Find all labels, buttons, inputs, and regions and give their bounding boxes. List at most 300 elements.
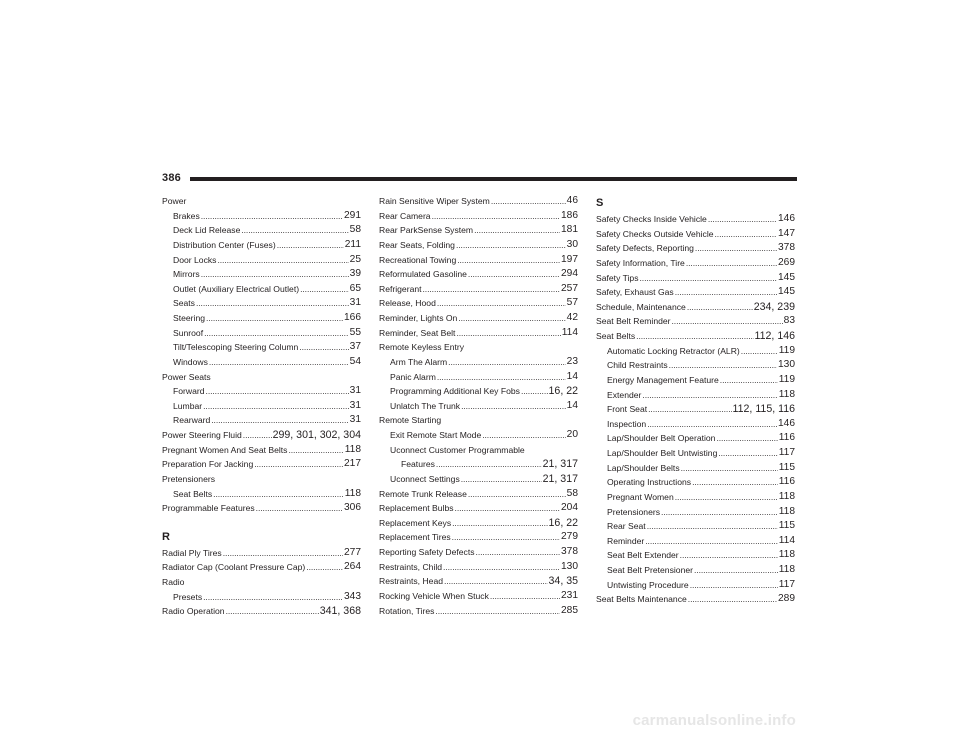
index-entry <box>162 370 361 385</box>
page-reference[interactable]: 234, 239 <box>753 300 795 313</box>
index-subentry <box>379 384 578 399</box>
page-reference[interactable]: 217 <box>344 458 361 470</box>
dot-leader <box>448 355 566 370</box>
index-subentry <box>596 475 795 490</box>
page-reference[interactable]: 118 <box>778 490 795 502</box>
index-entry <box>379 194 578 209</box>
entry-text: Power Seats <box>162 371 211 382</box>
entry-text: Safety Defects, Reporting <box>596 243 694 254</box>
index-subentry <box>162 267 361 282</box>
entry-text: Seat Belt Reminder <box>596 316 671 327</box>
entry-text: Remote Starting <box>379 415 442 426</box>
entry-text: Distribution Center (Fuses) <box>173 239 276 250</box>
dot-leader <box>206 384 349 399</box>
page-reference[interactable]: 211 <box>344 238 361 250</box>
entry-text: Rear Seats, Folding <box>379 239 455 250</box>
entry-text: Replacement Keys <box>379 517 452 528</box>
entry-text: Replacement Tires <box>379 532 451 543</box>
page-reference[interactable]: 58 <box>349 224 361 236</box>
entry-text: Rear ParkSense System <box>379 225 474 236</box>
dot-leader <box>476 545 560 560</box>
page-reference[interactable]: 204 <box>561 502 578 514</box>
entry-text: Reminder, Lights On <box>379 313 458 323</box>
dot-leader <box>423 282 560 297</box>
dot-leader <box>640 271 777 286</box>
dot-leader <box>468 267 560 282</box>
index-entry <box>596 212 795 227</box>
entry-text: Untwisting Procedure <box>607 579 689 590</box>
dot-leader <box>299 340 348 355</box>
dot-leader <box>456 326 560 341</box>
page-reference[interactable]: 181 <box>561 224 578 236</box>
entry-text: Reporting Safety Defects <box>379 547 475 557</box>
index-entry <box>379 574 578 589</box>
page-reference[interactable]: 118 <box>344 443 361 455</box>
index-subentry <box>596 505 795 520</box>
dot-leader <box>642 388 777 403</box>
dot-leader <box>277 238 344 253</box>
page-reference[interactable]: 65 <box>349 282 361 294</box>
page-reference[interactable]: 257 <box>561 282 578 294</box>
entry-text: Arm The Alarm <box>390 356 448 367</box>
page-reference[interactable]: 269 <box>778 256 795 268</box>
index-subentry <box>162 355 361 370</box>
page-reference[interactable]: 55 <box>349 326 361 338</box>
index-subentry <box>596 344 795 359</box>
index-entry <box>162 428 361 443</box>
index-subentry <box>162 413 361 428</box>
page-reference[interactable]: 30 <box>566 238 578 250</box>
entry-text: Safety Checks Inside Vehicle <box>596 214 707 224</box>
index-subentry <box>379 355 578 370</box>
page-reference[interactable]: 31 <box>349 297 361 309</box>
entry-text: Remote Keyless Entry <box>379 342 465 353</box>
dot-leader <box>647 519 778 534</box>
entry-text: Restraints, Head <box>379 576 444 587</box>
dot-leader <box>435 604 560 619</box>
entry-text: Seat Belts Maintenance <box>596 594 687 605</box>
entry-text: Features <box>401 459 435 470</box>
index-subentry <box>162 326 361 341</box>
dot-leader <box>443 560 560 575</box>
section-letter: R <box>162 530 170 543</box>
dot-leader <box>456 238 566 253</box>
index-subentry <box>596 358 795 373</box>
entry-text: Seat Belt Pretensioner <box>607 565 693 575</box>
page-reference[interactable]: 16, 22 <box>548 516 578 529</box>
index-subentry <box>162 340 361 355</box>
entry-text: Uconnect Customer Programmable <box>390 444 525 455</box>
page-reference[interactable]: 294 <box>561 268 578 280</box>
index-entry <box>379 340 578 355</box>
index-entry <box>162 546 361 561</box>
dot-leader <box>211 413 348 428</box>
index-entry <box>379 223 578 238</box>
index-subentry <box>596 563 795 578</box>
entry-text: Extender <box>607 389 642 400</box>
page-reference[interactable]: 114 <box>561 326 578 338</box>
entry-text: Radio Operation <box>162 606 225 617</box>
page-reference[interactable]: 146 <box>778 417 795 429</box>
entry-text: Brakes <box>173 210 200 221</box>
index-subentry <box>596 446 795 461</box>
entry-text: Tilt/Telescoping Steering Column <box>173 342 299 353</box>
dot-leader <box>708 212 777 227</box>
page-reference[interactable]: 46 <box>566 195 578 206</box>
entry-text: Operating Instructions <box>607 477 692 488</box>
index-entry <box>379 238 578 253</box>
dot-leader <box>718 446 777 461</box>
page-reference[interactable]: 231 <box>561 589 578 601</box>
page-reference[interactable]: 116 <box>778 476 795 488</box>
entry-text: Rearward <box>173 415 211 426</box>
entry-text: Seat Belts <box>173 488 213 499</box>
dot-leader <box>455 501 560 516</box>
dot-leader <box>461 399 566 414</box>
index-entry <box>379 589 578 604</box>
dot-leader <box>474 223 560 238</box>
page-reference[interactable]: 14 <box>566 399 578 411</box>
dot-leader <box>254 457 343 472</box>
dot-leader <box>690 578 778 593</box>
index-entry <box>596 241 795 256</box>
page-reference[interactable]: 119 <box>778 344 795 356</box>
index-subentry <box>596 534 795 549</box>
index-entry <box>162 560 361 575</box>
page-reference[interactable]: 279 <box>561 531 578 543</box>
dot-leader <box>636 329 753 344</box>
watermark: carmanualsonline.info <box>632 712 796 729</box>
dot-leader <box>461 472 542 487</box>
page-reference[interactable]: 130 <box>561 560 578 572</box>
page-reference[interactable]: 299, 301, 302, 304 <box>272 429 361 441</box>
entry-text: Outlet (Auxiliary Electrical Outlet) <box>173 283 300 294</box>
dot-leader <box>680 548 778 563</box>
index-entry <box>379 487 578 502</box>
index-subentry <box>596 578 795 593</box>
dot-leader <box>647 417 777 432</box>
index-entry <box>379 282 578 297</box>
index-subentry <box>379 472 578 487</box>
page-reference[interactable]: 118 <box>344 487 361 499</box>
page-reference[interactable]: 130 <box>778 359 795 371</box>
index-subentry <box>379 457 578 472</box>
index-entry <box>596 256 795 271</box>
page-reference[interactable]: 115 <box>778 461 795 473</box>
entry-text: Safety Tips <box>596 272 639 283</box>
dot-leader <box>491 194 566 209</box>
dot-leader <box>716 431 777 446</box>
entry-text: Seat Belt Extender <box>607 550 679 561</box>
index-subentry <box>162 384 361 399</box>
page-reference[interactable]: 31 <box>349 399 361 411</box>
index-entry <box>162 457 361 472</box>
entry-text: Schedule, Maintenance <box>596 301 686 312</box>
dot-leader <box>715 227 777 242</box>
page-reference[interactable]: 285 <box>561 604 578 616</box>
page-reference[interactable]: 117 <box>778 447 795 458</box>
dot-leader <box>204 326 349 341</box>
page-reference[interactable]: 16, 22 <box>548 385 578 398</box>
entry-text: Rear Camera <box>379 210 431 221</box>
page-reference[interactable]: 37 <box>349 341 361 353</box>
dot-leader <box>669 358 777 373</box>
page-number: 386 <box>162 172 181 184</box>
entry-text: Pretensioners <box>607 506 661 517</box>
index-subentry <box>162 253 361 268</box>
entry-text: Automatic Locking Retractor (ALR) <box>607 345 740 356</box>
page-reference[interactable]: 58 <box>566 487 578 499</box>
dot-leader <box>256 501 343 516</box>
entry-text: Rotation, Tires <box>379 605 435 616</box>
index-subentry <box>379 399 578 414</box>
index-entry <box>596 227 795 242</box>
dot-leader <box>692 475 778 490</box>
page-reference[interactable]: 23 <box>566 355 578 367</box>
dot-leader <box>306 560 343 575</box>
index-subentry <box>596 461 795 476</box>
index-entry <box>379 560 578 575</box>
page-reference[interactable]: 291 <box>344 209 361 221</box>
dot-leader <box>688 592 777 607</box>
page-reference[interactable]: 147 <box>778 227 795 239</box>
index-subentry <box>379 428 578 443</box>
entry-text: Reminder, Seat Belt <box>379 327 456 338</box>
entry-text: Front Seat <box>607 404 648 415</box>
entry-text: Energy Management Feature <box>607 374 719 385</box>
page-reference[interactable]: 378 <box>561 546 578 557</box>
entry-text: Power Steering Fluid <box>162 430 242 440</box>
index-subentry <box>162 223 361 238</box>
page-reference[interactable]: 378 <box>778 242 795 254</box>
entry-text: Safety Checks Outside Vehicle <box>596 228 714 239</box>
dot-leader <box>226 604 319 619</box>
page-reference[interactable]: 34, 35 <box>548 575 578 588</box>
dot-leader <box>452 516 547 531</box>
dot-leader <box>217 253 348 268</box>
index-subentry <box>162 296 361 311</box>
entry-text: Restraints, Child <box>379 561 443 572</box>
entry-text: Lap/Shoulder Belt Operation <box>607 433 716 444</box>
entry-text: Seats <box>173 298 195 309</box>
page-reference[interactable]: 14 <box>566 370 578 382</box>
dot-leader <box>437 370 566 385</box>
index-entry <box>379 530 578 545</box>
entry-text: Pregnant Women And Seat Belts <box>162 444 288 455</box>
index-column-1 <box>162 194 361 619</box>
index-entry <box>379 311 578 326</box>
page-reference[interactable]: 25 <box>349 253 361 265</box>
page-reference[interactable]: 145 <box>778 286 795 298</box>
page-reference[interactable]: 118 <box>778 549 795 561</box>
dot-leader <box>468 487 566 502</box>
page-reference[interactable]: 186 <box>561 209 578 221</box>
entry-text: Rear Seat <box>607 521 646 532</box>
index-subentry <box>162 282 361 297</box>
entry-text: Seat Belts <box>596 331 636 341</box>
page-reference[interactable]: 116 <box>778 432 795 444</box>
dot-leader <box>521 384 548 399</box>
entry-text: Preparation For Jacking <box>162 459 254 470</box>
dot-leader <box>687 300 753 315</box>
index-entry <box>379 253 578 268</box>
entry-text: Panic Alarm <box>390 371 436 382</box>
entry-text: Unlatch The Trunk <box>390 400 461 411</box>
index-entry <box>379 209 578 224</box>
index-subentry <box>596 388 795 403</box>
section-letter: S <box>596 197 604 209</box>
entry-text: Pregnant Women <box>607 491 674 502</box>
index-entry <box>596 592 795 607</box>
dot-leader <box>741 344 778 359</box>
entry-text: Lap/Shoulder Belts <box>607 462 680 473</box>
entry-text: Replacement Bulbs <box>379 503 454 514</box>
page-reference[interactable]: 112, 115, 116 <box>732 403 795 416</box>
page-reference[interactable]: 83 <box>783 315 795 327</box>
index-entry <box>379 501 578 516</box>
dot-leader <box>648 402 731 417</box>
dot-leader <box>645 534 777 549</box>
dot-leader <box>241 223 348 238</box>
dot-leader <box>432 209 560 224</box>
page-reference[interactable]: 20 <box>566 429 578 440</box>
page-reference[interactable]: 343 <box>344 590 361 602</box>
entry-text: Safety, Exhaust Gas <box>596 287 674 298</box>
entry-text: Radio <box>162 577 185 587</box>
dot-leader <box>675 490 778 505</box>
dot-leader <box>444 574 548 589</box>
index-subentry <box>596 402 795 417</box>
page-reference[interactable]: 306 <box>344 502 361 514</box>
entry-text: Programming Additional Key Fobs <box>390 386 520 397</box>
index-subentry <box>596 548 795 563</box>
index-subentry <box>162 311 361 326</box>
page-reference[interactable]: 57 <box>566 297 578 309</box>
dot-leader <box>203 399 349 414</box>
page-reference[interactable]: 114 <box>778 534 795 546</box>
dot-leader <box>482 428 565 443</box>
dot-leader <box>694 563 778 578</box>
entry-text: Sunroof <box>173 327 204 338</box>
entry-text: Rain Sensitive Wiper System <box>379 196 490 206</box>
dot-leader <box>695 241 777 256</box>
dot-leader <box>196 296 349 311</box>
page-reference[interactable]: 118 <box>778 388 795 400</box>
index-subentry <box>596 490 795 505</box>
dot-leader <box>201 267 349 282</box>
dot-leader <box>457 253 560 268</box>
dot-leader <box>675 285 777 300</box>
page-reference[interactable]: 197 <box>561 253 578 265</box>
index-entry <box>379 516 578 531</box>
index-subentry <box>596 431 795 446</box>
page-reference[interactable]: 118 <box>778 564 795 575</box>
dot-leader <box>436 457 542 472</box>
entry-text: Deck Lid Release <box>173 225 241 236</box>
page-reference[interactable]: 118 <box>778 505 795 517</box>
entry-text: Radial Ply Tires <box>162 547 222 558</box>
entry-text: Recreational Towing <box>379 254 457 265</box>
entry-text: Release, Hood <box>379 298 436 309</box>
entry-text: Uconnect Settings <box>390 473 460 484</box>
index-entry <box>596 285 795 300</box>
dot-leader <box>209 355 349 370</box>
entry-text: Programmable Features <box>162 503 255 514</box>
entry-text: Pretensioners <box>162 473 216 484</box>
entry-text: Child Restraints <box>607 360 668 371</box>
index-column-2 <box>379 194 578 618</box>
dot-leader <box>681 461 778 476</box>
entry-text: Lap/Shoulder Belt Untwisting <box>607 448 718 458</box>
index-entry <box>379 267 578 282</box>
index-entry <box>596 271 795 286</box>
page-reference[interactable]: 341, 368 <box>319 605 361 618</box>
index-entry <box>596 314 795 329</box>
entry-text: Inspection <box>607 418 647 429</box>
page-reference[interactable]: 117 <box>778 578 795 590</box>
page-reference[interactable]: 277 <box>344 546 361 558</box>
dot-leader <box>223 546 343 561</box>
dot-leader <box>288 443 343 458</box>
index-entry <box>596 329 795 344</box>
page-reference[interactable]: 145 <box>778 271 795 283</box>
index-entry <box>379 545 578 560</box>
entry-text: Radiator Cap (Coolant Pressure Cap) <box>162 562 306 573</box>
dot-leader <box>300 282 349 297</box>
page-reference[interactable]: 42 <box>566 312 578 323</box>
entry-text: Refrigerant <box>379 283 422 294</box>
index-subentry <box>162 590 361 605</box>
index-entry <box>162 501 361 516</box>
index-entry <box>596 300 795 315</box>
index-entry <box>379 604 578 619</box>
entry-text: Remote Trunk Release <box>379 488 467 499</box>
index-subentry <box>162 238 361 253</box>
index-subentry <box>596 373 795 388</box>
page-reference[interactable]: 289 <box>778 593 795 605</box>
index-entry <box>162 604 361 619</box>
page-reference[interactable]: 264 <box>344 561 361 573</box>
entry-text: Mirrors <box>173 269 200 280</box>
dot-leader <box>203 590 343 605</box>
entry-text: Exit Remote Start Mode <box>390 430 482 440</box>
entry-text: Forward <box>173 386 205 397</box>
page-reference[interactable]: 21, 317 <box>542 472 578 485</box>
page-reference[interactable]: 112, 146 <box>754 330 795 342</box>
dot-leader <box>661 505 778 520</box>
page-reference[interactable]: 119 <box>778 373 795 385</box>
dot-leader <box>201 209 343 224</box>
entry-text: Lumbar <box>173 400 203 411</box>
page-reference[interactable]: 31 <box>349 414 361 426</box>
dot-leader <box>437 296 566 311</box>
index-column-3 <box>596 194 795 607</box>
page-reference[interactable]: 166 <box>344 312 361 323</box>
page-reference[interactable]: 54 <box>349 355 361 367</box>
page-reference[interactable]: 115 <box>778 520 795 532</box>
entry-text: Windows <box>173 356 208 367</box>
page-reference[interactable]: 21, 317 <box>542 458 578 471</box>
index-entry <box>162 575 361 590</box>
dot-leader <box>490 589 560 604</box>
index-subentry <box>379 370 578 385</box>
page-reference[interactable]: 31 <box>349 385 361 397</box>
page-reference[interactable]: 39 <box>349 268 361 280</box>
index-entry <box>162 194 361 209</box>
page-reference[interactable]: 146 <box>778 213 795 224</box>
dot-leader <box>458 311 565 326</box>
entry-text: Reformulated Gasoline <box>379 269 467 280</box>
